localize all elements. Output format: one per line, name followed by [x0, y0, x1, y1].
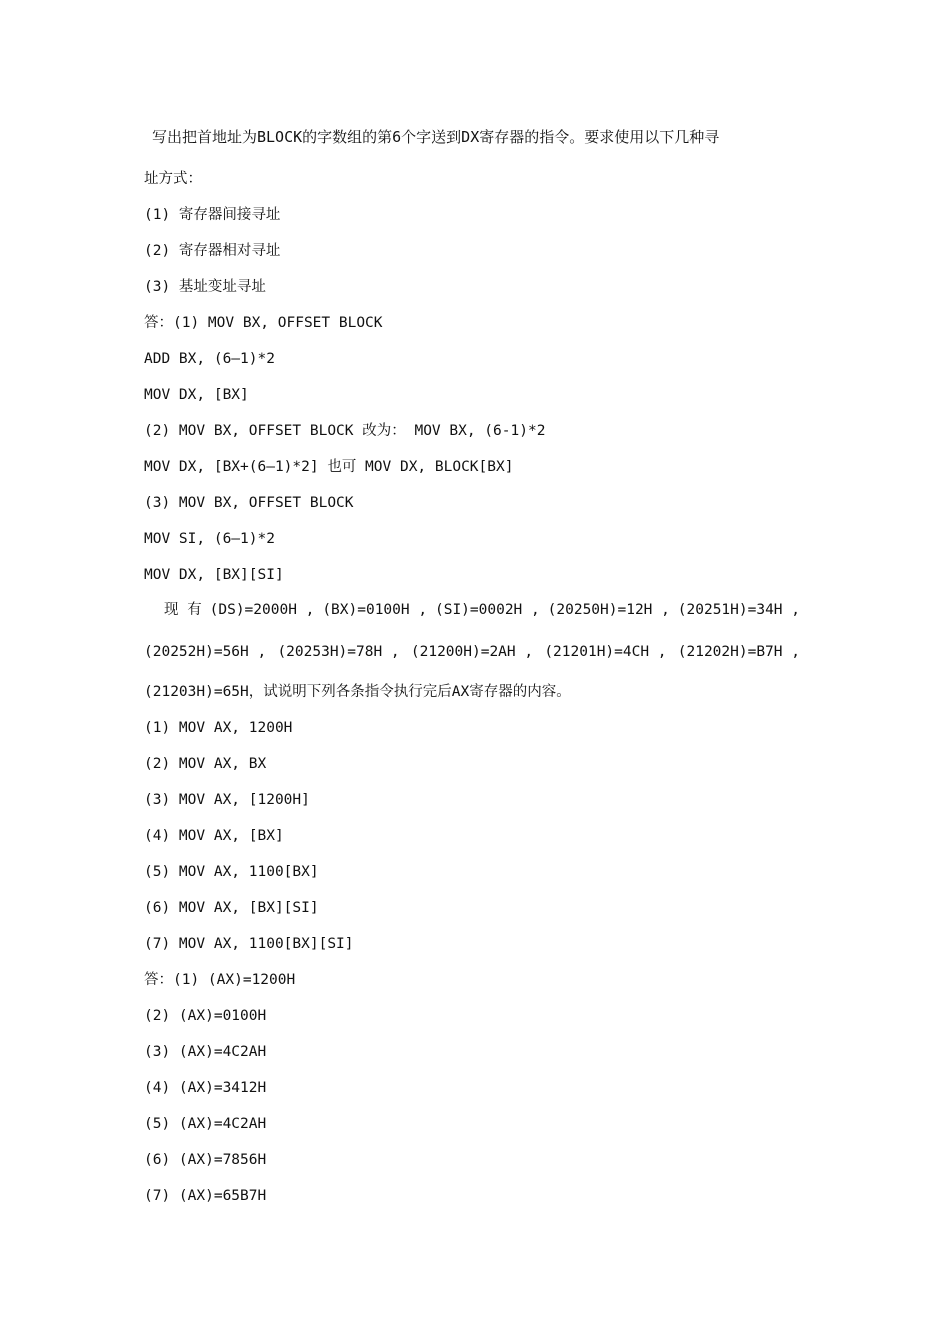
- q2-memory-value: (21200H)=2AH ,: [410, 644, 534, 660]
- q2-stem-prefix: 现 有: [164, 602, 202, 618]
- q1-answer-line: ADD BX, (6–1)*2: [144, 351, 275, 367]
- q1-stem-line2: 址方式：: [144, 171, 202, 187]
- q2-instruction: (7) MOV AX, 1100[BX][SI]: [144, 936, 354, 952]
- q2-memory-value: (21202H)=B7H ,: [677, 644, 800, 660]
- q1-option-1: (1) 寄存器间接寻址: [144, 207, 281, 223]
- q2-instruction: (6) MOV AX, [BX][SI]: [144, 900, 319, 916]
- q1-answer-line: (2) MOV BX, OFFSET BLOCK 改为： MOV BX, (6-1)*2: [144, 423, 546, 439]
- q2-answer-line: (3) (AX)=4C2AH: [144, 1044, 267, 1060]
- q2-memory-value: (21201H)=4CH ,: [544, 644, 667, 660]
- q2-instruction: (4) MOV AX, [BX]: [144, 828, 284, 844]
- q1-answer-line: MOV DX, [BX+(6–1)*2] 也可 MOV DX, BLOCK[BX]: [144, 459, 514, 475]
- q1-answer-line: (3) MOV BX, OFFSET BLOCK: [144, 495, 354, 511]
- q2-instruction: (1) MOV AX, 1200H: [144, 720, 293, 736]
- q1-answer-line: MOV SI, (6–1)*2: [144, 531, 275, 547]
- q2-memory-value: (20251H)=34H ,: [677, 602, 800, 618]
- q2-instruction: (5) MOV AX, 1100[BX]: [144, 864, 319, 880]
- q2-instruction: (2) MOV AX, BX: [144, 756, 267, 772]
- q2-stem-line3: (21203H)=65H，试说明下列各条指令执行完后AX寄存器的内容。: [144, 684, 571, 700]
- q1-stem-line1: 写出把首地址为BLOCK的字数组的第6个字送到DX寄存器的指令。要求使用以下几种寻: [152, 128, 720, 146]
- q2-memory-value: (20252H)=56H ,: [144, 644, 267, 660]
- q2-answer-line: (5) (AX)=4C2AH: [144, 1116, 267, 1132]
- q2-instruction: (3) MOV AX, [1200H]: [144, 792, 310, 808]
- q1-answer-line: 答：(1) MOV BX, OFFSET BLOCK: [144, 315, 383, 331]
- q2-answer-line: (2) (AX)=0100H: [144, 1008, 267, 1024]
- q2-memory-value: (20253H)=78H ,: [277, 644, 400, 660]
- q2-answer-line: (4) (AX)=3412H: [144, 1080, 267, 1096]
- q1-option-3: (3) 基址变址寻址: [144, 279, 266, 295]
- q2-answer-line: 答：(1) (AX)=1200H: [144, 972, 296, 988]
- q1-answer-line: MOV DX, [BX][SI]: [144, 567, 284, 583]
- q1-answer-line: MOV DX, [BX]: [144, 387, 249, 403]
- q2-answer-line: (7) (AX)=65B7H: [144, 1188, 267, 1204]
- q2-register-value: (SI)=0002H ,: [434, 602, 540, 618]
- q2-register-value: (BX)=0100H ,: [322, 602, 428, 618]
- q1-option-2: (2) 寄存器相对寻址: [144, 243, 281, 259]
- q2-answer-line: (6) (AX)=7856H: [144, 1152, 267, 1168]
- q2-stem-line1: [144, 600, 800, 620]
- q2-stem-line2: [144, 642, 800, 662]
- q2-register-value: (DS)=2000H ,: [209, 602, 315, 618]
- q2-memory-value: (20250H)=12H ,: [547, 602, 670, 618]
